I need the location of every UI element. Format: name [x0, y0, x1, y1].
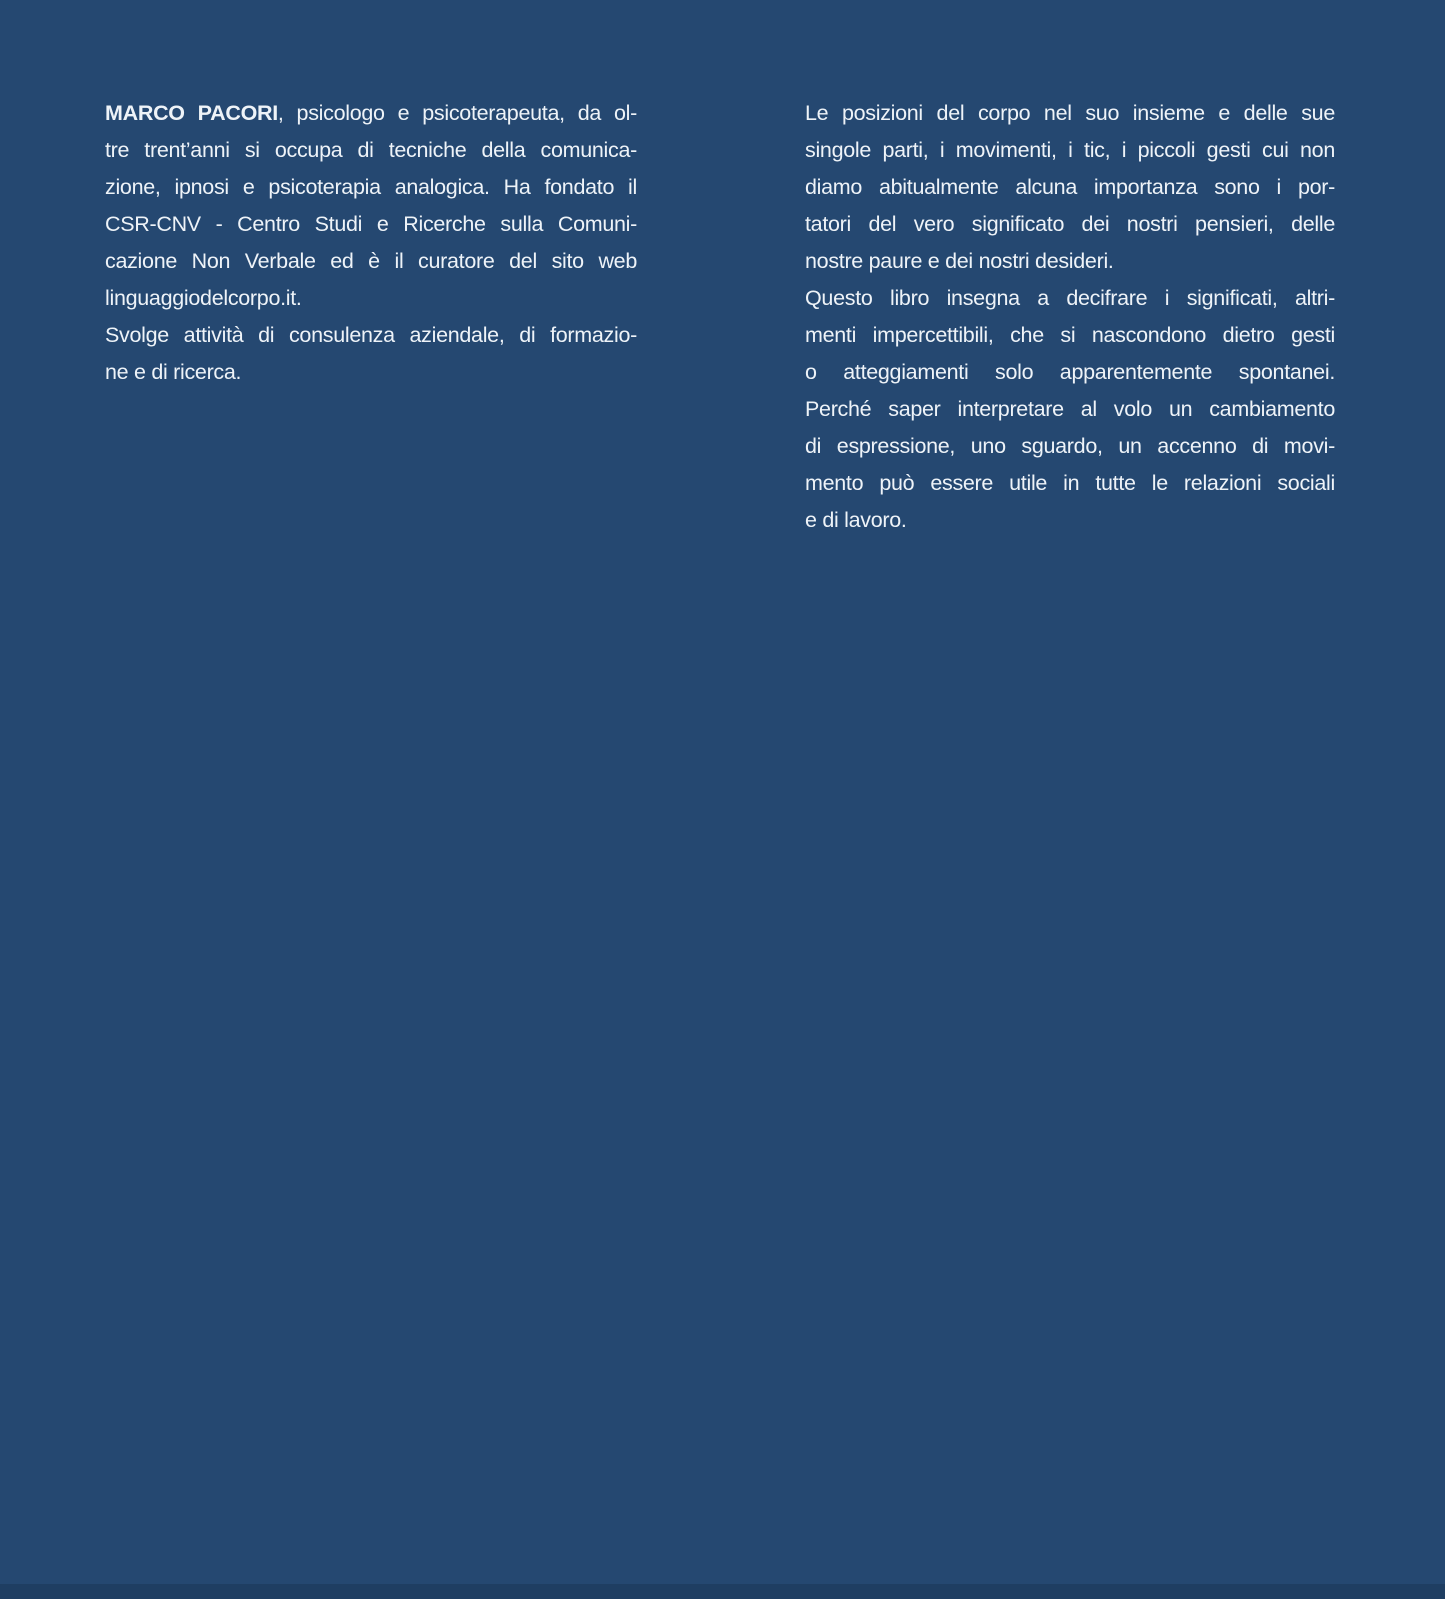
- text-line: Perché saper interpretare al volo un cambiamento: [805, 397, 1335, 421]
- text-line: zione, ipnosi e psicoterapia analogica. Ha fondato il: [105, 175, 637, 199]
- text-line: menti impercettibili, che si nascondono dietro gesti: [805, 323, 1335, 347]
- text-line: mento può essere utile in tutte le relazioni sociali: [805, 471, 1335, 495]
- text-line: cazione Non Verbale ed è il curatore del sito web: [105, 249, 637, 273]
- text-line: tatori del vero significato dei nostri pensieri, delle: [805, 212, 1335, 236]
- book-description-text: [805, 95, 1335, 539]
- text-line: Le posizioni del corpo nel suo insieme e delle sue: [805, 101, 1335, 125]
- text-line: MARCO PACORI, psicologo e psicoterapeuta, da ol-: [105, 101, 637, 125]
- text-line: nostre paure e dei nostri desideri.: [805, 249, 1114, 273]
- text-line: Questo libro insegna a decifrare i significati, altri-: [805, 286, 1335, 310]
- author-bio-text: [105, 95, 637, 391]
- author-name: MARCO PACORI: [105, 101, 278, 125]
- text-line: Svolge attività di consulenza aziendale, di formazio-: [105, 323, 637, 347]
- text-line: linguaggiodelcorpo.it.: [105, 286, 302, 310]
- text-line: tre trent’anni si occupa di tecniche della comunica-: [105, 138, 637, 162]
- text-line: e di lavoro.: [805, 508, 907, 532]
- text-line: o atteggiamenti solo apparentemente spontanei.: [805, 360, 1335, 384]
- text-line: CSR-CNV - Centro Studi e Ricerche sulla Comuni-: [105, 212, 637, 236]
- text-line: singole parti, i movimenti, i tic, i piccoli gesti cui non: [805, 138, 1335, 162]
- text-line: diamo abitualmente alcuna importanza sono i por-: [805, 175, 1335, 199]
- text-line: ne e di ricerca.: [105, 360, 242, 384]
- bottom-strip: [0, 1584, 1445, 1599]
- text-line: di espressione, uno sguardo, un accenno di movi-: [805, 434, 1335, 458]
